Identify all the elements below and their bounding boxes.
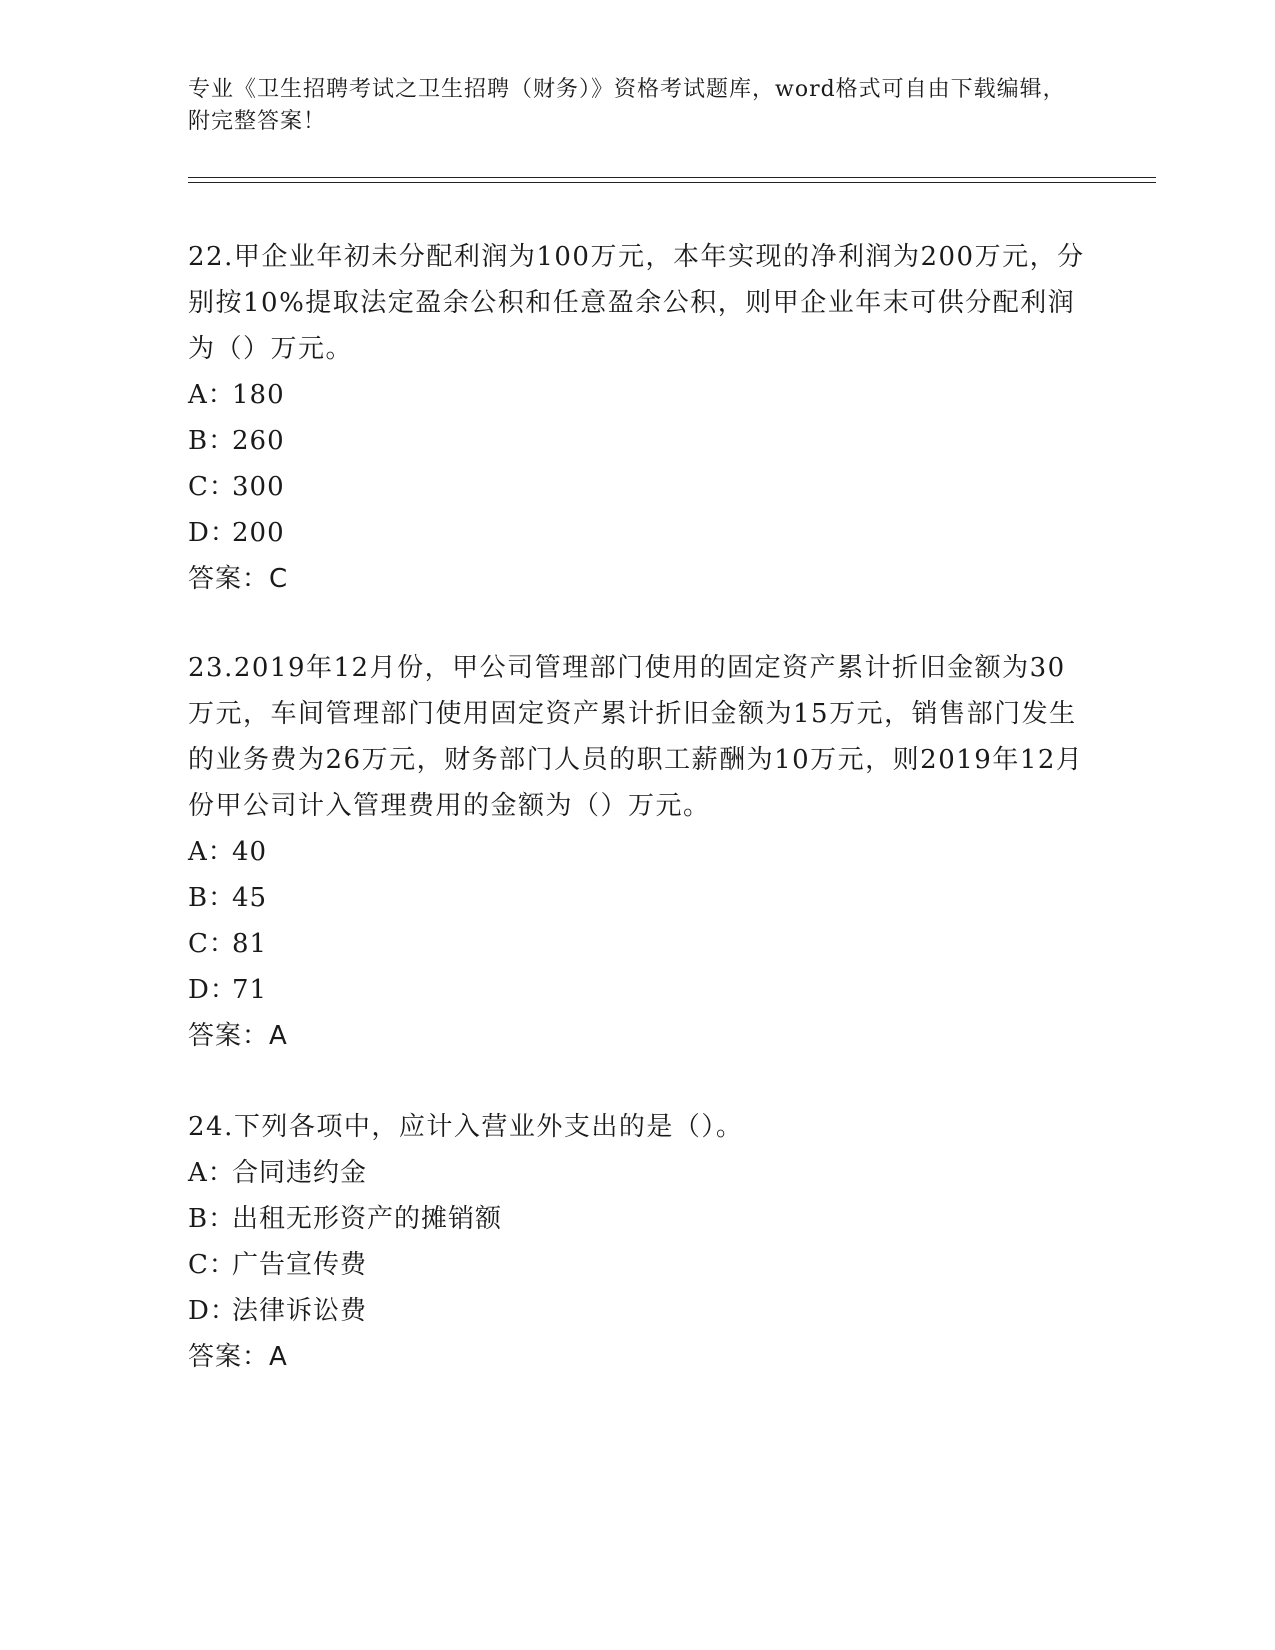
option-d [188, 967, 1088, 1013]
option-letter: D： [188, 975, 237, 1005]
option-letter: B： [188, 883, 236, 913]
option-value: 合同违约金 [232, 1158, 368, 1188]
option-letter: C： [188, 929, 236, 959]
question-22 [188, 234, 1088, 602]
question-text: 22.甲企业年初未分配利润为100万元，本年实现的净利润为200万元，分别按10%提取法定盈余公积和任意盈余公积，则甲企业年末可供分配利润为（）万元。 [188, 242, 1085, 364]
option-c [188, 1242, 1088, 1288]
header-divider-bottom [188, 182, 1156, 183]
option-value: 广告宣传费 [232, 1250, 368, 1280]
option-value: 300 [232, 472, 285, 502]
answer-line: 答案：A [188, 1021, 288, 1051]
option-letter: B： [188, 426, 236, 456]
option-letter: A： [188, 1158, 235, 1188]
option-value: 260 [232, 426, 285, 456]
option-letter: C： [188, 472, 236, 502]
option-a [188, 829, 1088, 875]
option-b [188, 875, 1088, 921]
option-letter: B： [188, 1204, 236, 1234]
question-23 [188, 645, 1088, 1059]
answer-line: 答案：A [188, 1342, 288, 1372]
option-letter: A： [188, 380, 235, 410]
option-c [188, 464, 1088, 510]
option-d [188, 1288, 1088, 1334]
question-text: 24.下列各项中，应计入营业外支出的是（）。 [188, 1112, 744, 1142]
option-b [188, 418, 1088, 464]
option-value: 45 [232, 883, 268, 913]
option-value: 40 [232, 837, 268, 867]
option-value: 200 [232, 518, 285, 548]
option-c [188, 921, 1088, 967]
option-d [188, 510, 1088, 556]
option-letter: C： [188, 1250, 236, 1280]
option-a [188, 1150, 1088, 1196]
option-a [188, 372, 1088, 418]
question-24 [188, 1104, 1088, 1380]
header-divider-top [188, 177, 1156, 178]
option-value: 法律诉讼费 [232, 1296, 368, 1326]
question-text: 23.2019年12月份，甲公司管理部门使用的固定资产累计折旧金额为30万元，车间管理部门使用固定资产累计折旧金额为15万元，销售部门发生的业务费为26万元，财务部门人员的职工薪酬为10万元，则2019年12月份甲公司计入管理费用的金额为（）万元。 [188, 653, 1084, 821]
option-b [188, 1196, 1088, 1242]
option-value: 81 [232, 929, 268, 959]
option-letter: D： [188, 518, 237, 548]
answer-line: 答案：C [188, 564, 289, 594]
option-letter: A： [188, 837, 235, 867]
option-value: 71 [232, 975, 268, 1005]
option-letter: D： [188, 1296, 237, 1326]
option-value: 出租无形资产的摊销额 [232, 1204, 503, 1234]
option-value: 180 [232, 380, 285, 410]
document-intro: 专业《卫生招聘考试之卫生招聘（财务）》资格考试题库，word格式可自由下载编辑，附完整答案！ [188, 77, 1066, 134]
